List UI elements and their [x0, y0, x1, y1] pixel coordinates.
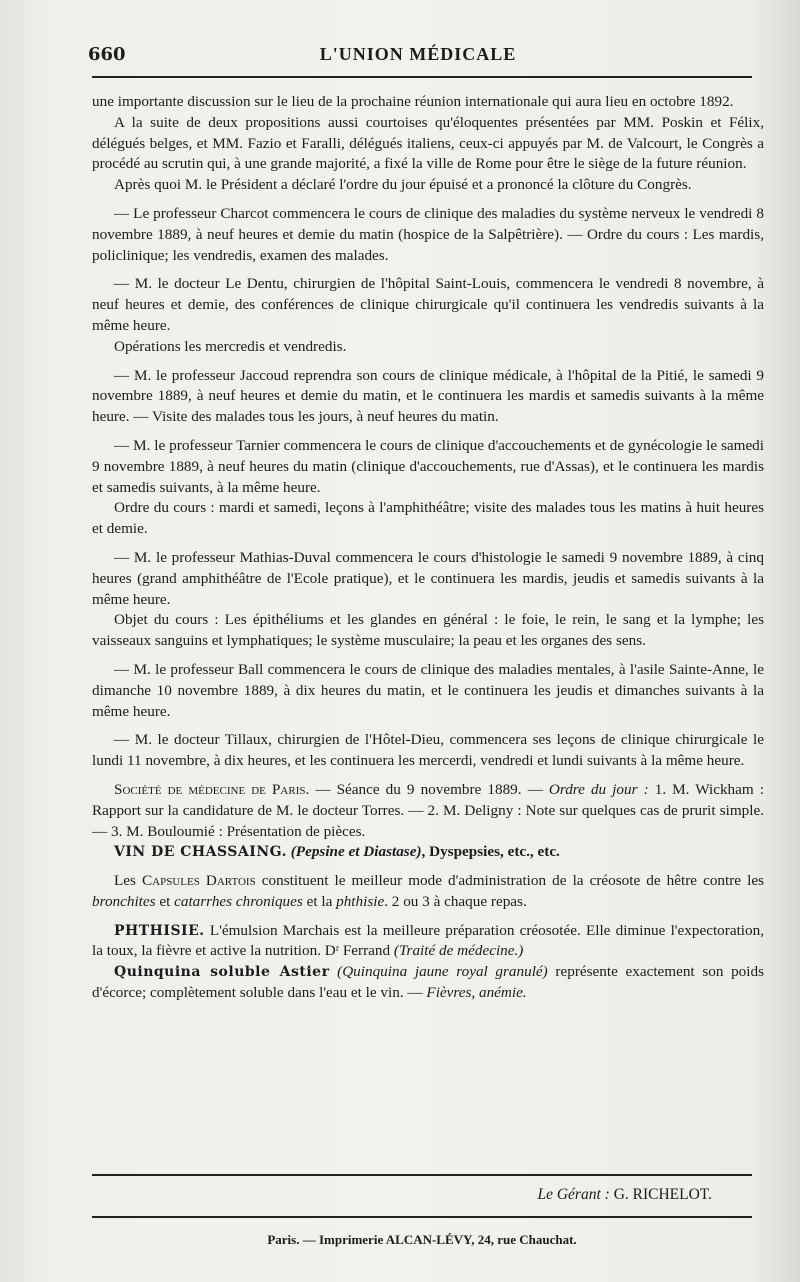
ad-quinquina [92, 962, 764, 1004]
ad-capsules-dartois [92, 871, 764, 913]
ad-quinquina-end: Fièvres, anémie. [426, 984, 527, 1002]
header-rule [92, 76, 752, 78]
paragraph: — M. le professeur Mathias-Duval commencera le cours d'histologie le samedi 9 novembre 1889, à cinq heures (grand amphithéâtre de l'Ecole pratique), et le continuera les mardis, jeudis et samedis suivants à la même heure. [92, 548, 764, 608]
page-number: 660 [88, 44, 126, 65]
ad-capsules-text: et [155, 892, 175, 910]
ad-phthisie-title: PHTHISIE. [114, 922, 205, 939]
footer-rule-top [92, 1174, 752, 1176]
paragraph: — M. le professeur Jaccoud reprendra son cours de clinique médicale, à l'hôpital de la Pitié, le samedi 9 novembre 1889, à neuf heures et demie du matin, et le continuera les mardis et samedis suivants à la même heure. — Visite des malades tous les jours, à neuf heures du matin. [92, 366, 764, 426]
societe-items: 1. M. Wickham : Rapport sur la candidature de M. le docteur Torres. — 2. M. Deligny : Note sur quelques cas de prurit simple. — 3. M. Bouloumié : Présentation de pièces. [92, 780, 764, 840]
page-header [88, 38, 748, 72]
ad-capsules-text: . 2 ou 3 à chaque repas. [384, 892, 527, 910]
societe-ordre: Ordre du jour : [548, 780, 649, 798]
footer-rule-bottom [92, 1216, 752, 1218]
article-body [92, 92, 764, 1004]
journal-title: L'UNION MÉDICALE [319, 44, 517, 64]
ad-quinquina-title: Quinquina soluble Astier [114, 964, 330, 981]
paragraph: — M. le docteur Le Dentu, chirurgien de l'hôpital Saint-Louis, commencera le vendredi 8 novembre, à neuf heures et demie, des conférences de clinique chirurgicale qu'il continuera les vendredis suivants à la même heure. [92, 275, 764, 334]
paragraph: Ordre du cours : mardi et samedi, leçons à l'amphithéâtre; visite des malades tous les matins à huit heures et demie. [92, 499, 764, 538]
ad-capsules-term: bronchites [92, 892, 156, 910]
ad-vin-sub: (Pepsine et Diastase) [290, 843, 422, 861]
ad-phthisie-text: L'émulsion Marchais est la meilleure préparation créosotée. Elle diminue l'expectoration, la toux, la fièvre et active la nutrition. Dʳ Ferrand [92, 921, 764, 960]
paragraph: A la suite de deux propositions aussi courtoises qu'éloquentes présentées par MM. Poskin et Félix, délégués belges, et MM. Fazio et Faralli, délégués italiens, ceux-ci appuyés par M. de Valcourt, le Congrès a procédé au scrutin qui, à une grande majorité, a fixé la ville de Rome pour être le siège de la future réunion. [92, 113, 764, 173]
paragraph: une importante discussion sur le lieu de la prochaine réunion internationale qui aura lieu en octobre 1892. [92, 93, 734, 110]
societe-name: Société de médecine de Paris. [114, 780, 310, 798]
paragraph: — M. le docteur Tillaux, chirurgien de l'Hôtel-Dieu, commencera ses leçons de clinique chirurgicale le lundi 11 novembre, à dix heures, et les continuera les mercerdi, vendredi et lundi suivants à la même heure. [92, 731, 764, 770]
signature-label: Le Gérant : [537, 1186, 610, 1203]
ad-phthisie [92, 921, 764, 963]
ad-capsules-text: constituent le meilleur mode d'administration de la créosote de hêtre contre les [255, 872, 764, 890]
paragraph: Opérations les mercredis et vendredis. [114, 337, 347, 355]
printer-imprint: Paris. — Imprimerie ALCAN-LÉVY, 24, rue Chauchat. [267, 1232, 577, 1247]
ad-capsules-brand: Capsules Dartois [142, 872, 256, 890]
signature-name: G. RICHELOT. [609, 1186, 712, 1203]
signature [92, 1186, 712, 1204]
ad-quinquina-sub: (Quinquina jaune royal granulé) [329, 963, 548, 981]
ad-capsules-term: catarrhes chroniques [174, 892, 303, 910]
paragraph: — M. le professeur Ball commencera le cours de clinique des maladies mentales, à l'asile Sainte-Anne, le dimanche 10 novembre 1889, à dix heures du matin, et le continuera les jeudis et dimanches suivants à la même heure. [92, 660, 764, 720]
ad-vin-chassaing [92, 842, 764, 863]
paragraph: — Le professeur Charcot commencera le cours de clinique des maladies du système nerveux le vendredi 8 novembre 1889, à neuf heures et demie du matin (hospice de la Salpêtrière). — Ordre du cours : Les mardis, policlinique; les vendredis, examen des malades. [92, 204, 764, 264]
ad-capsules-term: phthisie [336, 892, 385, 910]
paragraph: Après quoi M. le Président a déclaré l'ordre du jour épuisé et a prononcé la clôture du Congrès. [114, 176, 692, 194]
ad-phthisie-ref: (Traité de médecine.) [393, 942, 524, 960]
ad-capsules-text: Les [114, 872, 142, 890]
paragraph: Objet du cours : Les épithéliums et les glandes en général : le foie, le rein, le sang et la lymphe; les vaisseaux sanguins et lymphatiques; le système musculaire; la peau et les organes des sens. [92, 611, 764, 650]
paragraph: — M. le professeur Tarnier commencera le cours de clinique d'accouchements et de gynécologie le samedi 9 novembre 1889, à neuf heures du matin (clinique d'accouchements, rue d'Assas), et le continuera les mardis et samedis suivants, à la même heure. [92, 436, 764, 496]
societe-notice [92, 780, 764, 842]
societe-text: — Séance du 9 novembre 1889. — [309, 780, 549, 798]
ad-vin-rest: , Dyspepsies, etc., etc. [421, 843, 560, 861]
ad-quinquina-text: représente exactement son poids d'écorce; complètement soluble dans l'eau et le vin. — [92, 963, 765, 1002]
ad-vin-title: VIN DE CHASSAING. [114, 844, 287, 861]
ad-capsules-text: et la [302, 892, 337, 910]
